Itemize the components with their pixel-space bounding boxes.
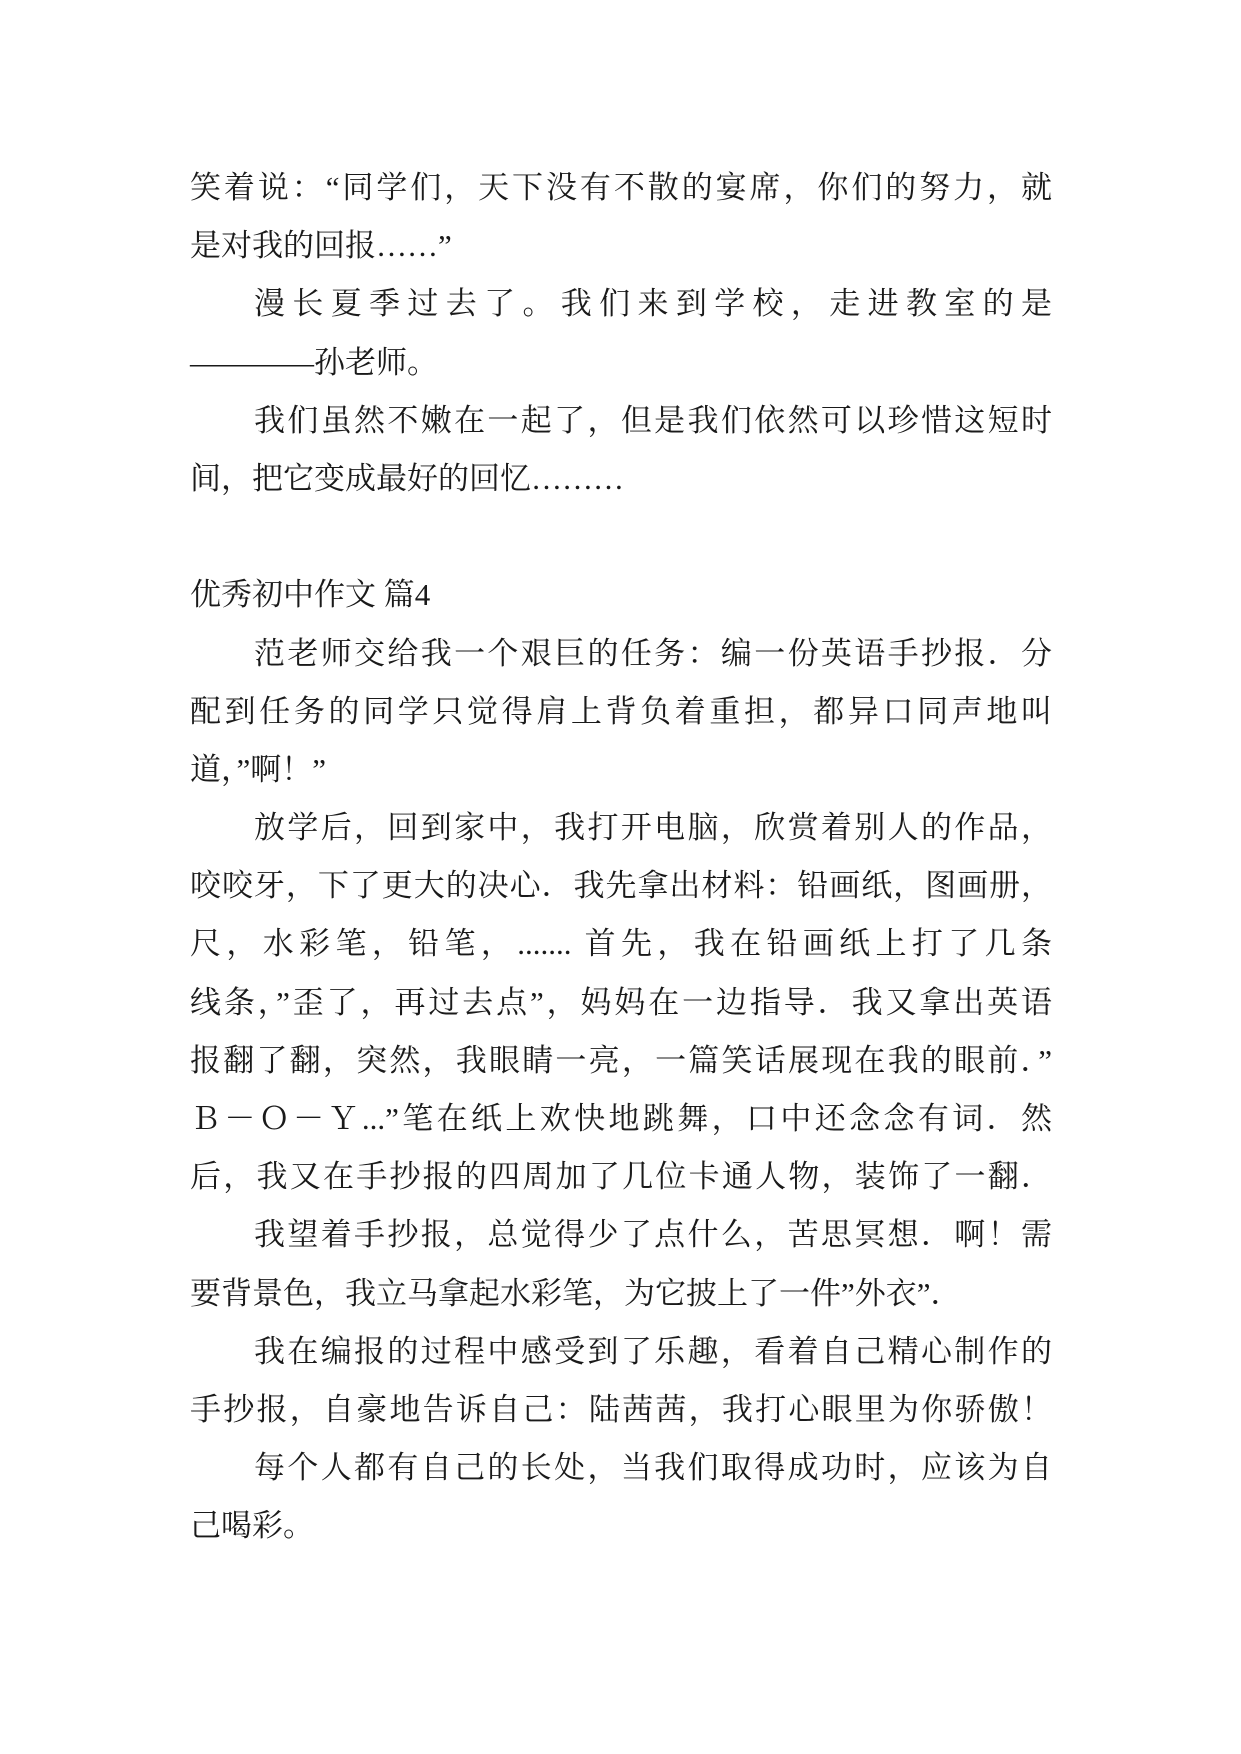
paragraph: [190, 392, 1052, 508]
paragraph: [190, 1323, 1052, 1439]
continued-essay-text: [190, 159, 1052, 508]
text-line: 尺，水彩笔，铅笔，....... 首先，我在铅画纸上打了几条: [190, 926, 1052, 962]
paragraph: [190, 159, 1052, 275]
text-line: 范老师交给我一个艰巨的任务：编一份英语手抄报．分: [254, 635, 1052, 671]
text-line: ————孙老师。: [190, 344, 438, 380]
text-line: 配到任务的同学只觉得肩上背负着重担，都异口同声地叫: [190, 693, 1052, 729]
text-line: 道，”啊！”: [190, 751, 327, 787]
essay-section: [190, 566, 1052, 1555]
text-line: 放学后，回到家中，我打开电脑，欣赏着别人的作品，: [254, 810, 1052, 846]
text-line: 我在编报的过程中感受到了乐趣，看着自己精心制作的: [254, 1333, 1052, 1369]
text-line: 线条，”歪了，再过去点”，妈妈在一边指导．我又拿出英语: [190, 984, 1052, 1020]
paragraph: [190, 1206, 1052, 1322]
text-line: 是对我的回报……”: [190, 228, 452, 264]
essay-heading: 优秀初中作文 篇4: [190, 577, 431, 613]
paragraph: [190, 799, 1052, 1206]
paragraph: [190, 275, 1052, 391]
text-line: 手抄报，自豪地告诉自己：陆茜茜，我打心眼里为你骄傲！: [190, 1391, 1052, 1427]
text-line: 报翻了翻，突然，我眼睛一亮，一篇笑话展现在我的眼前．”: [190, 1042, 1052, 1078]
text-line: 我们虽然不嫩在一起了，但是我们依然可以珍惜这短时: [254, 402, 1052, 438]
text-line: 间，把它变成最好的回忆………: [190, 460, 624, 496]
text-line: 己喝彩。: [190, 1508, 314, 1544]
text-line: 每个人都有自己的长处，当我们取得成功时，应该为自: [254, 1450, 1052, 1486]
paragraph: [190, 1439, 1052, 1555]
document-body: [190, 159, 1052, 1556]
text-line: 要背景色，我立马拿起水彩笔，为它披上了一件”外衣”．: [190, 1275, 962, 1311]
text-line: Ｂ－Ｏ－Ｙ...”笔在纸上欢快地跳舞，口中还念念有词．然: [190, 1101, 1052, 1136]
text-line: 笑着说：“同学们，天下没有不散的宴席，你们的努力，就: [190, 170, 1052, 205]
text-line: 后，我又在手抄报的四周加了几位卡通人物，装饰了一翻．: [190, 1159, 1052, 1195]
paragraph: [190, 625, 1052, 800]
text-line: 漫长夏季过去了。我们来到学校，走进教室的是: [254, 286, 1052, 322]
text-line: 咬咬牙，下了更大的决心．我先拿出材料：铅画纸，图画册，: [190, 868, 1052, 904]
text-line: 我望着手抄报，总觉得少了点什么，苦思冥想．啊！需: [254, 1217, 1052, 1253]
